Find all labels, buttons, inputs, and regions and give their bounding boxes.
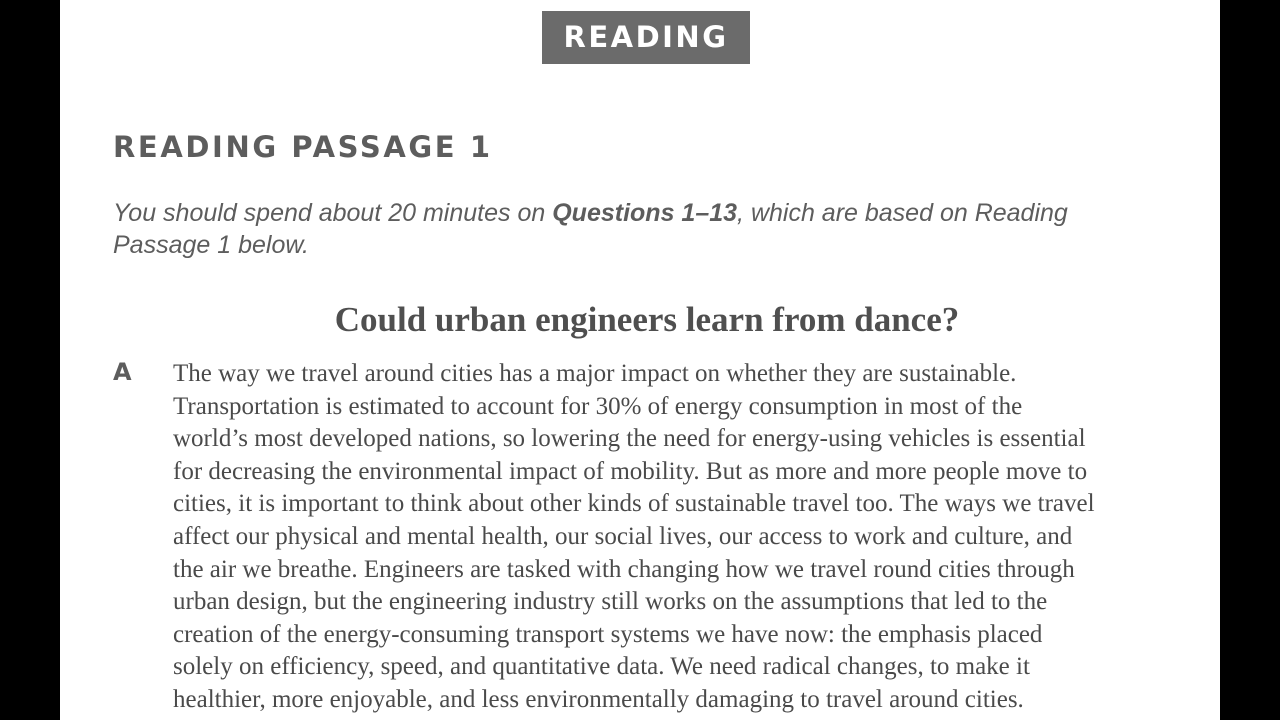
passage-heading: READING PASSAGE 1 (113, 130, 493, 164)
paragraph-line: the air we breathe. Engineers are tasked with changing how we travel round cities through (173, 555, 1075, 583)
paragraph-line: world’s most developed nations, so lowering the need for energy-using vehicles is essential (173, 425, 1086, 453)
paragraph-line: affect our physical and mental health, our social lives, our access to work and culture, and (173, 522, 1073, 550)
paragraph-letter: A (113, 358, 132, 386)
paragraph-line: creation of the energy-consuming transport systems we have now: the emphasis placed (173, 620, 1043, 648)
paragraph-body (173, 358, 1213, 717)
paragraph-line: urban design, but the engineering industry still works on the assumptions that led to the (173, 588, 1048, 616)
paragraph-line: cities, it is important to think about other kinds of sustainable travel too. The ways we travel (173, 490, 1095, 518)
article-title: Could urban engineers learn from dance? (334, 300, 960, 339)
instructions-question-range: Questions 1–13 (552, 199, 738, 227)
section-label-badge: READING (542, 11, 750, 64)
document-page (60, 0, 1220, 720)
paragraph-line: for decreasing the environmental impact of mobility. But as more and more people move to (173, 457, 1088, 485)
instructions-text-end: , which are based on Reading (737, 199, 1068, 227)
instructions-text (113, 197, 1193, 261)
paragraph-line: healthier, more enjoyable, and less environmentally damaging to travel around cities. (173, 685, 1024, 713)
paragraph-line: The way we travel around cities has a major impact on whether they are sustainable. (173, 360, 1017, 387)
paragraph-line: Transportation is estimated to account for 30% of energy consumption in most of the (173, 392, 1023, 420)
paragraph-line: solely on efficiency, speed, and quantitative data. We need radical changes, to make it (173, 653, 1030, 681)
instructions-text-start: You should spend about 20 minutes on (113, 199, 553, 227)
instructions-text-line2: Passage 1 below. (113, 231, 309, 259)
